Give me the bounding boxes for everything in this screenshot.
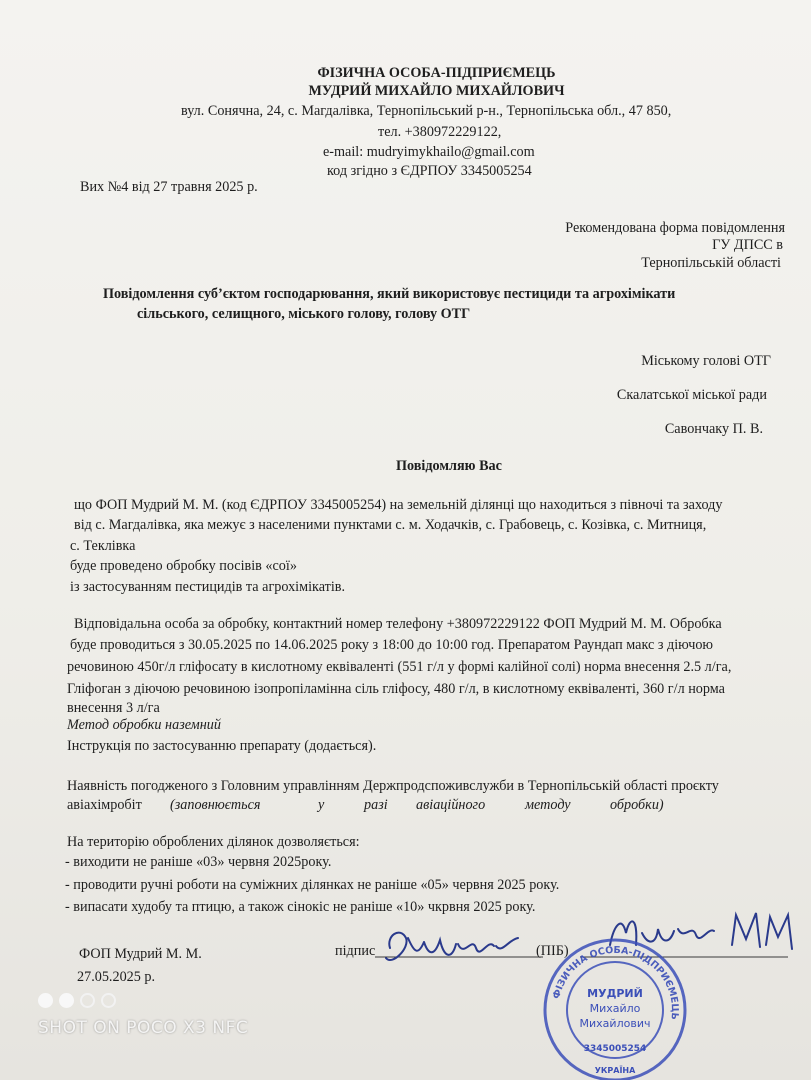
notice-heading: Повідомляю Вас (396, 458, 502, 474)
p1-line: буде проведено обробку посівів «сої» (70, 558, 297, 574)
p3-italic: разі (364, 797, 388, 813)
p1-line: с. Теклівка (70, 538, 136, 554)
handwritten-signature (378, 918, 528, 973)
svg-text:Михайлович: Михайлович (579, 1017, 651, 1030)
svg-text:МУДРИЙ: МУДРИЙ (587, 987, 643, 1000)
p3-italic: у (318, 797, 325, 813)
allowed-heading: На територію оброблених ділянок дозволяється: (67, 834, 360, 850)
official-stamp (540, 935, 690, 1080)
camera-watermark (38, 990, 338, 1050)
outgoing-number: Вих №4 від 27 травня 2025 р. (80, 179, 258, 195)
p2-line: внесення 3 л/га (67, 700, 160, 716)
svg-text:ФІЗИЧНА ОСОБА-ПІДПРИЄМЕЦЬ: ФІЗИЧНА ОСОБА-ПІДПРИЄМЕЦЬ (551, 944, 681, 1021)
org-email: e-mail: mudryimykhailo@gmail.com (323, 144, 535, 160)
pib-label: (ПІБ) (536, 943, 569, 959)
instruction-note: Інструкція по застосуванню препарату (додається). (67, 738, 377, 754)
notice-title-line1: Повідомлення суб’єктом господарювання, який використовує пестициди та агрохімікати (103, 286, 676, 302)
org-name-line2: МУДРИЙ МИХАЙЛО МИХАЙЛОВИЧ (308, 83, 565, 99)
form-note-line2: ГУ ДПСС в (712, 237, 783, 253)
form-note-line3: Тернопільській області (641, 255, 781, 271)
svg-text:Михайло: Михайло (589, 1002, 641, 1015)
p3-italic: авіаційного (416, 797, 486, 813)
org-address: вул. Сонячна, 24, с. Магдалівка, Тернопільський р-н., Тернопільська обл., 47 850, (181, 103, 672, 119)
p1-line: від с. Магдалівка, яка межує з населеними пунктами с. м. Ходачків, с. Грабовець, с. Козівка, с. Митниця, (74, 517, 707, 533)
p3-line1: Наявність погодженого з Головним управлінням Держпродспоживслужби в Тернопільській області проєкту (67, 778, 719, 794)
svg-text:УКРАЇНА: УКРАЇНА (594, 1066, 636, 1075)
p3-italic: методу (525, 797, 571, 813)
camera-logo-dots-icon (38, 990, 116, 1010)
notice-title-line2: сільського, селищного, міського голову, голову ОТГ (137, 306, 471, 322)
addressee-line3: Савончаку П. В. (664, 421, 763, 437)
p2-line: Відповідальна особа за обробку, контактний номер телефону +380972229122 ФОП Мудрий М. М. Обробка (74, 616, 722, 632)
p3-italic: обробки) (610, 797, 664, 813)
allowed-item: - виходити не раніше «03» червня 2025року. (65, 854, 332, 870)
p2-line: Гліфоган з діючою речовиною ізопропіламінна сіль гліфосу, 480 г/л, в кислотному еквіваленті, 360 г/л норма (67, 681, 725, 697)
addressee-line1: Міському голові ОТГ (641, 353, 771, 369)
camera-watermark-text: SHOT ON POCO X3 NFC (38, 1018, 249, 1038)
p3-italic: (заповнюється (170, 797, 261, 813)
allowed-item: - випасати худобу та птицю, а також сінокіс не раніше «10» чкрвня 2025 року. (65, 899, 536, 915)
signature-label: підпис (335, 943, 376, 959)
p1-line: що ФОП Мудрий М. М. (код ЄДРПОУ 3345005254) на земельній ділянці що находиться з півночі та заходу (74, 497, 723, 513)
p2-line: речовиною 450г/л гліфосату в кислотному еквіваленті (551 г/л у формі калійної солі) норма внесення 2.5 л/га, (67, 659, 732, 675)
addressee-line2: Скалатської міської ради (616, 387, 767, 403)
p1-line: із застосуванням пестицидів та агрохімікатів. (70, 579, 346, 595)
org-name-line1: ФІЗИЧНА ОСОБА-ПІДПРИЄМЕЦЬ (317, 65, 556, 81)
treatment-method: Метод обробки наземний (67, 717, 221, 733)
signature-date: 27.05.2025 р. (77, 969, 156, 985)
form-note-line1: Рекомендована форма повідомлення (565, 220, 785, 236)
org-edrpou: код згідно з ЄДРПОУ 3345005254 (327, 163, 532, 179)
p2-line: буде проводиться з 30.05.2025 по 14.06.2025 року з 18:00 до 10:00 год. Препаратом Раундап макс з діючою (70, 637, 714, 653)
svg-text:3345005254: 3345005254 (583, 1044, 647, 1054)
allowed-item: - проводити ручні роботи на суміжних ділянках не раніше «05» червня 2025 року. (65, 877, 560, 893)
signer-name: ФОП Мудрий М. М. (79, 946, 202, 962)
p3-line2: авіахімробіт (67, 797, 142, 813)
org-phone: тел. +380972229122, (378, 124, 502, 140)
